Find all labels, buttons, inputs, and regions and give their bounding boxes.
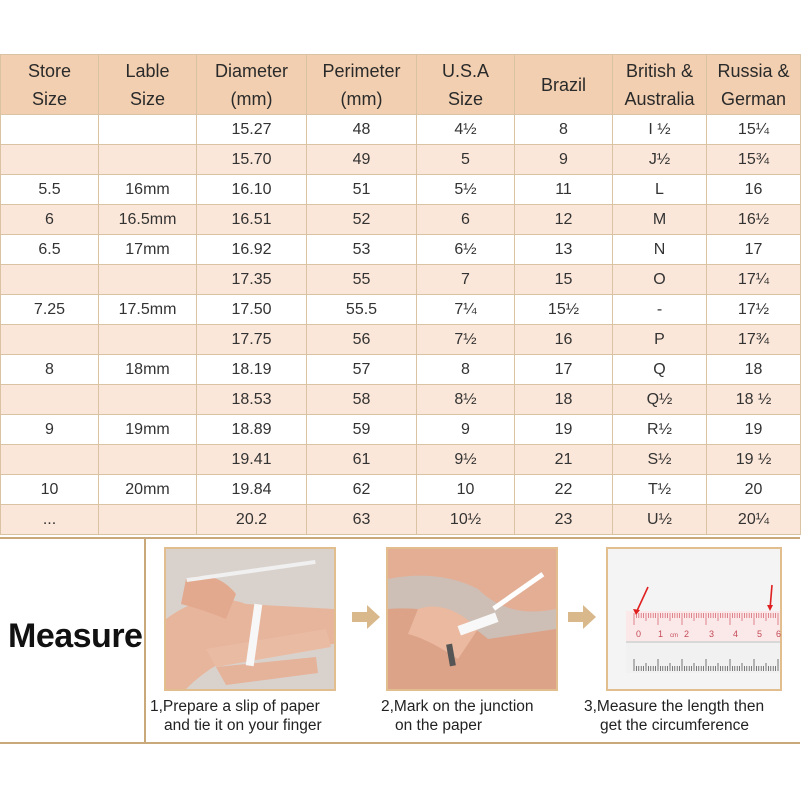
table-row: [1, 265, 801, 295]
table-cell: 53: [307, 235, 417, 265]
table-cell: [99, 385, 197, 415]
table-cell: Q: [613, 355, 707, 385]
table-cell: 17.5mm: [99, 295, 197, 325]
table-cell: 8½: [417, 385, 515, 415]
table-cell: M: [613, 205, 707, 235]
table-cell: [99, 265, 197, 295]
column-header: [197, 55, 307, 115]
table-cell: 20: [707, 475, 801, 505]
table-cell: 19: [707, 415, 801, 445]
column-header-line: Store: [27, 60, 72, 81]
table-cell: 20mm: [99, 475, 197, 505]
table-cell: T½: [613, 475, 707, 505]
table-cell: [1, 115, 99, 145]
column-header-line: British &: [625, 60, 694, 81]
table-cell: 15¼: [707, 115, 801, 145]
table-cell: 19mm: [99, 415, 197, 445]
column-header-line: Russia &: [717, 60, 790, 81]
column-header-line: Diameter: [214, 60, 289, 81]
table-cell: 9: [515, 145, 613, 175]
table-row: [1, 235, 801, 265]
table-cell: 9½: [417, 445, 515, 475]
column-header: [613, 55, 707, 115]
table-cell: [99, 325, 197, 355]
table-cell: 58: [307, 385, 417, 415]
ruler-label: 2: [684, 629, 690, 639]
table-cell: Q½: [613, 385, 707, 415]
table-cell: 6: [417, 205, 515, 235]
table-cell: 12: [515, 205, 613, 235]
ruler-labels: [636, 629, 781, 639]
table-cell: 16.5mm: [99, 205, 197, 235]
table-row: [1, 295, 801, 325]
table-cell: 63: [307, 505, 417, 535]
table-cell: 10: [417, 475, 515, 505]
ruler-label: 0: [636, 629, 642, 639]
ruler-label: 3: [709, 629, 715, 639]
column-header: [307, 55, 417, 115]
table-cell: 20¼: [707, 505, 801, 535]
table-row: [1, 505, 801, 535]
column-header-line: Size: [31, 88, 67, 109]
step-1-photo: [164, 547, 336, 691]
step-3-line-2: get the circumference: [600, 717, 750, 734]
table-cell: 17mm: [99, 235, 197, 265]
table-cell: 18: [515, 385, 613, 415]
table-cell: 21: [515, 445, 613, 475]
table-cell: 4½: [417, 115, 515, 145]
table-cell: 6.5: [1, 235, 99, 265]
column-header-line: (mm): [230, 88, 273, 109]
table-row: [1, 445, 801, 475]
table-row: [1, 355, 801, 385]
table-row: [1, 475, 801, 505]
table-cell: 22: [515, 475, 613, 505]
table-cell: 57: [307, 355, 417, 385]
step-2-line-2: on the paper: [395, 717, 483, 734]
table-cell: 48: [307, 115, 417, 145]
table-cell: 49: [307, 145, 417, 175]
table-cell: 5½: [417, 175, 515, 205]
table-row: [1, 415, 801, 445]
table-cell: O: [613, 265, 707, 295]
table-header-row: [1, 55, 801, 115]
table-cell: 59: [307, 415, 417, 445]
table-cell: [99, 115, 197, 145]
column-header: [707, 55, 801, 115]
step-3-caption: [584, 697, 764, 735]
column-header-line: Brazil: [540, 74, 586, 95]
table-cell: S½: [613, 445, 707, 475]
table-cell: 5: [417, 145, 515, 175]
measure-section: [0, 537, 800, 744]
table-cell: 7¼: [417, 295, 515, 325]
table-row: [1, 175, 801, 205]
table-cell: 8: [515, 115, 613, 145]
table-cell: 18mm: [99, 355, 197, 385]
table-cell: 16.92: [197, 235, 307, 265]
table-cell: 16.51: [197, 205, 307, 235]
table-cell: 17: [515, 355, 613, 385]
column-header: [99, 55, 197, 115]
step-3-line-1: 3,Measure the length then: [584, 698, 765, 715]
table-cell: 18.89: [197, 415, 307, 445]
step-1-caption: [150, 697, 322, 735]
column-header-line: Size: [129, 88, 165, 109]
table-cell: [1, 325, 99, 355]
table-cell: 16½: [707, 205, 801, 235]
table-cell: ...: [1, 505, 99, 535]
step-2-line-1: 2,Mark on the junction: [381, 698, 534, 715]
column-header: [417, 55, 515, 115]
table-cell: 18 ½: [707, 385, 801, 415]
table-cell: [1, 145, 99, 175]
table-cell: 6: [1, 205, 99, 235]
table-cell: 17: [707, 235, 801, 265]
column-header-line: Australia: [624, 88, 695, 109]
table-cell: P: [613, 325, 707, 355]
table-cell: 15: [515, 265, 613, 295]
table-cell: 17.50: [197, 295, 307, 325]
table-cell: 10: [1, 475, 99, 505]
table-cell: 18.19: [197, 355, 307, 385]
table-row: [1, 205, 801, 235]
table-cell: 55.5: [307, 295, 417, 325]
column-header-line: Lable: [125, 60, 170, 81]
table-cell: 56: [307, 325, 417, 355]
table-cell: 18: [707, 355, 801, 385]
table-cell: 52: [307, 205, 417, 235]
table-body: [1, 115, 801, 535]
column-header-line: U.S.A: [441, 60, 489, 81]
table-cell: 15.27: [197, 115, 307, 145]
table-cell: [1, 385, 99, 415]
table-cell: 7.25: [1, 295, 99, 325]
table-cell: 16: [515, 325, 613, 355]
table-cell: [99, 445, 197, 475]
table-cell: 10½: [417, 505, 515, 535]
table-cell: 15¾: [707, 145, 801, 175]
table-cell: 16: [707, 175, 801, 205]
table-cell: 9: [1, 415, 99, 445]
column-header-line: Size: [447, 88, 483, 109]
table-cell: 19.41: [197, 445, 307, 475]
step-2-caption: [381, 697, 534, 735]
table-cell: 7½: [417, 325, 515, 355]
step-3-photo: [606, 547, 782, 691]
table-cell: 18.53: [197, 385, 307, 415]
column-header-line: German: [720, 88, 787, 109]
table-cell: 5.5: [1, 175, 99, 205]
table-row: [1, 115, 801, 145]
table-cell: 11: [515, 175, 613, 205]
table-row: [1, 145, 801, 175]
table-cell: -: [613, 295, 707, 325]
table-cell: 17¼: [707, 265, 801, 295]
table-cell: [99, 505, 197, 535]
table-cell: 19: [515, 415, 613, 445]
table-row: [1, 325, 801, 355]
table-cell: N: [613, 235, 707, 265]
column-header-line: Perimeter: [322, 60, 401, 81]
table-cell: 62: [307, 475, 417, 505]
table-cell: 51: [307, 175, 417, 205]
ring-size-table: [0, 54, 801, 535]
arrow-right-icon: [352, 605, 380, 629]
table-cell: J½: [613, 145, 707, 175]
table-cell: 15½: [515, 295, 613, 325]
measure-title: Measure: [8, 617, 143, 655]
table-cell: 17.35: [197, 265, 307, 295]
ruler-label: 4: [733, 629, 739, 639]
table-cell: 17½: [707, 295, 801, 325]
table-cell: 55: [307, 265, 417, 295]
table-cell: 17¾: [707, 325, 801, 355]
table-cell: 16mm: [99, 175, 197, 205]
table-cell: R½: [613, 415, 707, 445]
column-header: [1, 55, 99, 115]
table-cell: U½: [613, 505, 707, 535]
ruler-label: 1: [658, 629, 664, 639]
column-header-line: (mm): [340, 88, 383, 109]
section-divider: [144, 539, 146, 742]
table-cell: 20.2: [197, 505, 307, 535]
step-2-photo: [386, 547, 558, 691]
table-cell: 6½: [417, 235, 515, 265]
step-1-line-1: 1,Prepare a slip of paper: [150, 698, 320, 715]
step-1-line-2: and tie it on your finger: [164, 717, 322, 734]
column-header: [515, 55, 613, 115]
table-cell: 9: [417, 415, 515, 445]
table-cell: 23: [515, 505, 613, 535]
table-cell: 13: [515, 235, 613, 265]
table-cell: 7: [417, 265, 515, 295]
table-cell: 15.70: [197, 145, 307, 175]
table-cell: 16.10: [197, 175, 307, 205]
table-cell: [1, 265, 99, 295]
arrow-right-icon: [568, 605, 596, 629]
table-cell: 61: [307, 445, 417, 475]
table-cell: [1, 445, 99, 475]
table-cell: L: [613, 175, 707, 205]
ruler-label: 6: [776, 629, 782, 639]
table-row: [1, 385, 801, 415]
table-cell: 17.75: [197, 325, 307, 355]
table-cell: 8: [1, 355, 99, 385]
table-cell: 8: [417, 355, 515, 385]
table-cell: 19 ½: [707, 445, 801, 475]
table-cell: [99, 145, 197, 175]
ruler-label: 5: [757, 629, 763, 639]
table-cell: I ½: [613, 115, 707, 145]
table-cell: 19.84: [197, 475, 307, 505]
ruler-label: cm: [670, 633, 678, 639]
